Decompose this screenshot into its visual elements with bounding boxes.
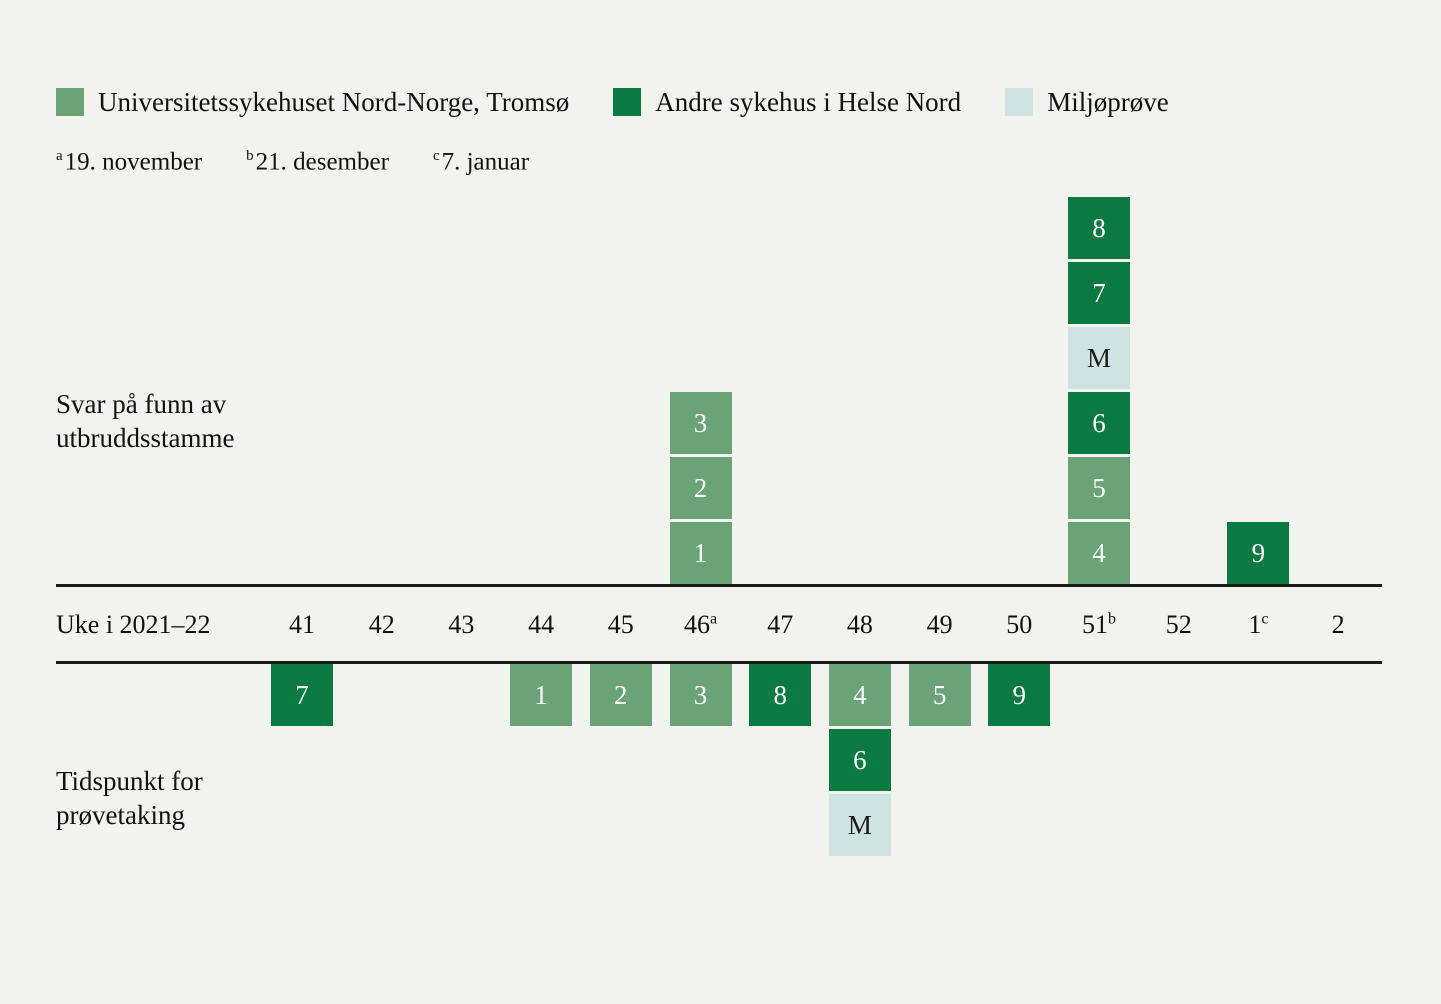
tick-label-text: 47 (767, 610, 794, 639)
chart-cell-up-w51-4 (1068, 522, 1130, 584)
chart-cell-up-w51-7 (1068, 262, 1130, 324)
tick-label-text: 41 (289, 610, 315, 639)
axis-tick-48 (820, 610, 900, 640)
tick-label-text: 52 (1165, 610, 1192, 639)
tick-label-text: 1 (1248, 610, 1262, 639)
chart-cell-down-w48-6 (829, 729, 891, 791)
row-label-upper-line1: Svar på funn av (56, 389, 227, 419)
chart-cell-label: 3 (693, 407, 708, 438)
chart-cell-down-w44-1 (510, 664, 572, 726)
footnote-marker-a: a (56, 148, 63, 164)
row-label-upper-line2: utbruddsstamme (56, 422, 235, 453)
chart-cell-label: 3 (693, 679, 708, 710)
axis-tick-42 (342, 610, 422, 640)
footnote-marker-b: b (246, 148, 254, 164)
chart-cell-label: 1 (534, 679, 548, 710)
chart-cell-label: 2 (614, 679, 628, 710)
chart-cell-label: M (847, 809, 872, 840)
tick-label-text: 43 (448, 610, 475, 639)
legend-label-unn: Universitetssykehuset Nord-Norge, Tromsø (98, 86, 570, 117)
axis-title-weeks: Uke i 2021–22 (56, 610, 211, 639)
chart-cell-up-w51-6 (1068, 392, 1130, 454)
footnote-text-b: 21. desember (255, 148, 389, 176)
legend-label-andre: Andre sykehus i Helse Nord (655, 86, 962, 117)
tick-label-text: 44 (528, 610, 555, 639)
chart-cell-down-w48-4 (829, 664, 891, 726)
tick-label-text: 45 (607, 610, 634, 639)
row-label-lower-line1: Tidspunkt for (56, 766, 203, 796)
chart-cell-label: 4 (1092, 537, 1106, 568)
tick-label-text: 50 (1006, 610, 1033, 639)
chart-cell-label: 5 (1092, 472, 1106, 503)
chart-cell-down-w46-3 (670, 664, 732, 726)
footnote-text-c: 7. januar (441, 148, 530, 176)
chart-cell-down-w48-M (829, 794, 891, 856)
footnote-text-a: 19. november (64, 148, 203, 176)
chart-cell-down-w47-8 (749, 664, 811, 726)
axis-tick-2 (1298, 610, 1378, 640)
axis-tick-47 (740, 610, 820, 640)
chart-cell-label: M (1086, 342, 1111, 373)
chart-cell-up-w46-2 (670, 457, 732, 519)
chart-cell-label: 9 (1251, 537, 1266, 568)
chart-cell-label: 8 (773, 679, 787, 710)
tick-label-text: 48 (846, 610, 873, 639)
tick-label-text: 46 (683, 610, 710, 639)
axis-tick-46a (661, 610, 741, 640)
tick-footnote-marker: c (1261, 610, 1269, 628)
chart-cell-label: 1 (693, 537, 708, 568)
chart-cell-up-w51-8 (1068, 197, 1130, 259)
tick-label-text: 51 (1082, 610, 1108, 639)
axis-tick-1c (1218, 610, 1298, 640)
chart-cell-down-w50-9 (988, 664, 1050, 726)
axis-line-upper (56, 584, 1382, 587)
chart-cell-label: 6 (1092, 407, 1106, 438)
legend-label-miljo: Miljøprøve (1047, 86, 1169, 117)
tick-footnote-marker: b (1108, 610, 1116, 628)
tick-label-text: 49 (926, 610, 953, 639)
chart-cell-label: 8 (1092, 212, 1106, 243)
tick-footnote-marker: a (709, 610, 718, 628)
chart-cell-up-w46-3 (670, 392, 732, 454)
chart-cell-down-w45-2 (590, 664, 652, 726)
axis-tick-52 (1139, 610, 1219, 640)
axis-tick-50 (979, 610, 1059, 640)
row-label-upper (56, 388, 234, 456)
row-label-lower (56, 765, 203, 833)
chart-cell-label: 2 (693, 472, 708, 503)
tick-label-text: 42 (368, 610, 395, 639)
chart-cell-down-w41-7 (271, 664, 333, 726)
chart-cell-label: 6 (853, 744, 867, 775)
chart-cell-up-w46-1 (670, 522, 732, 584)
chart-cell-label: 7 (295, 679, 309, 710)
chart-cell-up-w1-9 (1227, 522, 1289, 584)
chart-cell-label: 7 (1092, 277, 1106, 308)
axis-tick-45 (581, 610, 661, 640)
chart-cell-up-w51-5 (1068, 457, 1130, 519)
chart-cell-label: 5 (932, 679, 947, 710)
chart-cell-down-w49-5 (909, 664, 971, 726)
axis-tick-51b (1059, 610, 1139, 640)
axis-tick-43 (421, 610, 501, 640)
chart-cell-label: 4 (853, 679, 867, 710)
axis-tick-44 (501, 610, 581, 640)
tick-label-text: 2 (1331, 610, 1345, 639)
footnote-marker-c: c (432, 148, 440, 164)
axis-tick-41 (262, 610, 342, 640)
axis-tick-49 (900, 610, 980, 640)
chart-cell-up-w51-M (1068, 327, 1130, 389)
row-label-lower-line2: prøvetaking (56, 799, 185, 830)
chart-cell-label: 9 (1012, 679, 1027, 710)
